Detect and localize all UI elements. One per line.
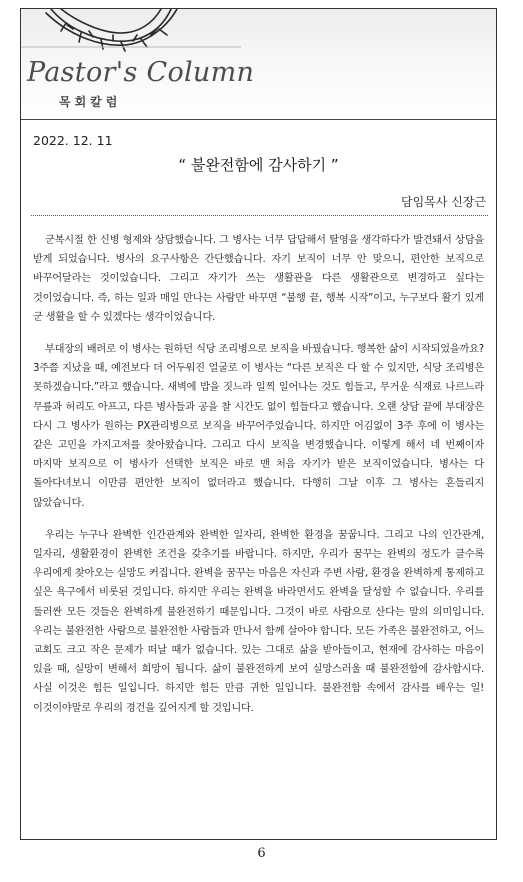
article-paragraph: 우리는 누구나 완벽한 인간관계와 완벽한 일자리, 완벽한 환경을 꿈꿉니다. 그리고 나의 인간관계, 일자리, 생활환경이 완벽한 조건을 갖추기를 바랍니다. 하지만, 우리가 꿈꾸는 완벽의 정도가 클수록 우리에게 찾아오는 실망도 커집니다. 완벽을 꿈꾸는 마음은 자신과 주변 사람, 환경을 완벽하게 통제하고 싶은 욕구에서 비롯된 것입니다. 하지만 우리는 완벽을 바라면서도 완벽을 달성할 수 없습니다. 우리를 둘러싼 모든 것들은 완벽하게 불완전하기 때문입니다. 그것이 바로 사람으로 산다는 말의 의미입니다. 우리는 불완전한 사람으로 불완전한 사람들과 만나서 함께 살아야 합니다. 모든 가족은 불완전하고, 어느 교회도 크고 작은 문제가 떠날 때가 없습니다. 있는 그대로 삶을 받아들이고, 현재에 감사하는 마음이 있을 때, 실망이 변해서 희망이 됩니다. 삶이 불완전하게 보여 실망스러울 때 불완전함에 감사합시다. 사실 이것은 힘든 일입니다. 하지만 힘든 만큼 귀한 일입니다. 불완전함 속에서 감사를 배우는 일! 이것이야말로 우리의 경건을 깊어지게 할 것입니다. <box>33 529 484 714</box>
column-banner <box>21 9 496 120</box>
page-number: 6 <box>257 846 266 861</box>
column-title: Pastor's Column <box>27 57 255 88</box>
page-frame <box>20 8 497 840</box>
article-title: “ 불완전함에 감사하기 ” <box>178 156 339 174</box>
dotted-divider <box>31 215 488 216</box>
article-body <box>33 231 484 731</box>
article-paragraph: 부대장의 배려로 이 병사는 원하던 식당 조리병으로 보직을 바꿨습니다. 행복한 삶이 시작되었을까요? 3주쯤 지났을 때, 예전보다 더 어두워진 얼굴로 이 병사는 “다른 보직은 다 할 수 있지만, 식당 조리병은 못하겠습니다.”라고 했습니다. 새벽에 밥을 짓느라 일찍 일어나는 것도 힘들고, 무거운 식재료 나르느라 무릎과 허리도 아프고, 다른 병사들과 공을 찰 시간도 없이 힘들다고 했습니다. 오랜 상담 끝에 부대장은 다시 그 병사가 원하는 PX관리병으로 보직을 바꾸어주었습니다. 하지만 어김없이 3주 후에 이 병사는 같은 고민을 가지고저를 찾아왔습니다. 그리고 다시 보직을 변경했습니다. 이렇게 해서 네 번째이자 마지막 보직으로 이 병사가 선택한 보직은 바로 맨 처음 자기가 받은 보직이었습니다. 병사는 다 돌아다녀보니 이만큼 편안한 보직이 없더라고 했습니다. 다행히 그날 이후 그 병사는 흔들리지 않았습니다. <box>33 344 484 509</box>
article-author: 담임목사 신장근 <box>401 195 486 209</box>
column-subtitle: 목회칼럼 <box>59 95 122 109</box>
article-paragraph: 군복시절 한 신병 형제와 상담했습니다. 그 병사는 너무 답답해서 탈영을 생각하다가 발견돼서 상담을 받게 되었습니다. 병사의 요구사항은 간단했습니다. 자기 보직이 너무 안 맞으니, 편안한 보직으로 바꾸어달라는 것이었습니다. 그리고 자기가 쓰는 생활관을 다른 생활관으로 변경하고 싶다는 것이었습니다. 즉, 하는 일과 매일 만나는 사람만 바꾸면 “불행 끝, 행복 시작”이고, 누구보다 활기 있게 군 생활을 할 수 있겠다는 생각이었습니다. <box>33 235 484 323</box>
article-date: 2022. 12. 11 <box>33 133 113 148</box>
